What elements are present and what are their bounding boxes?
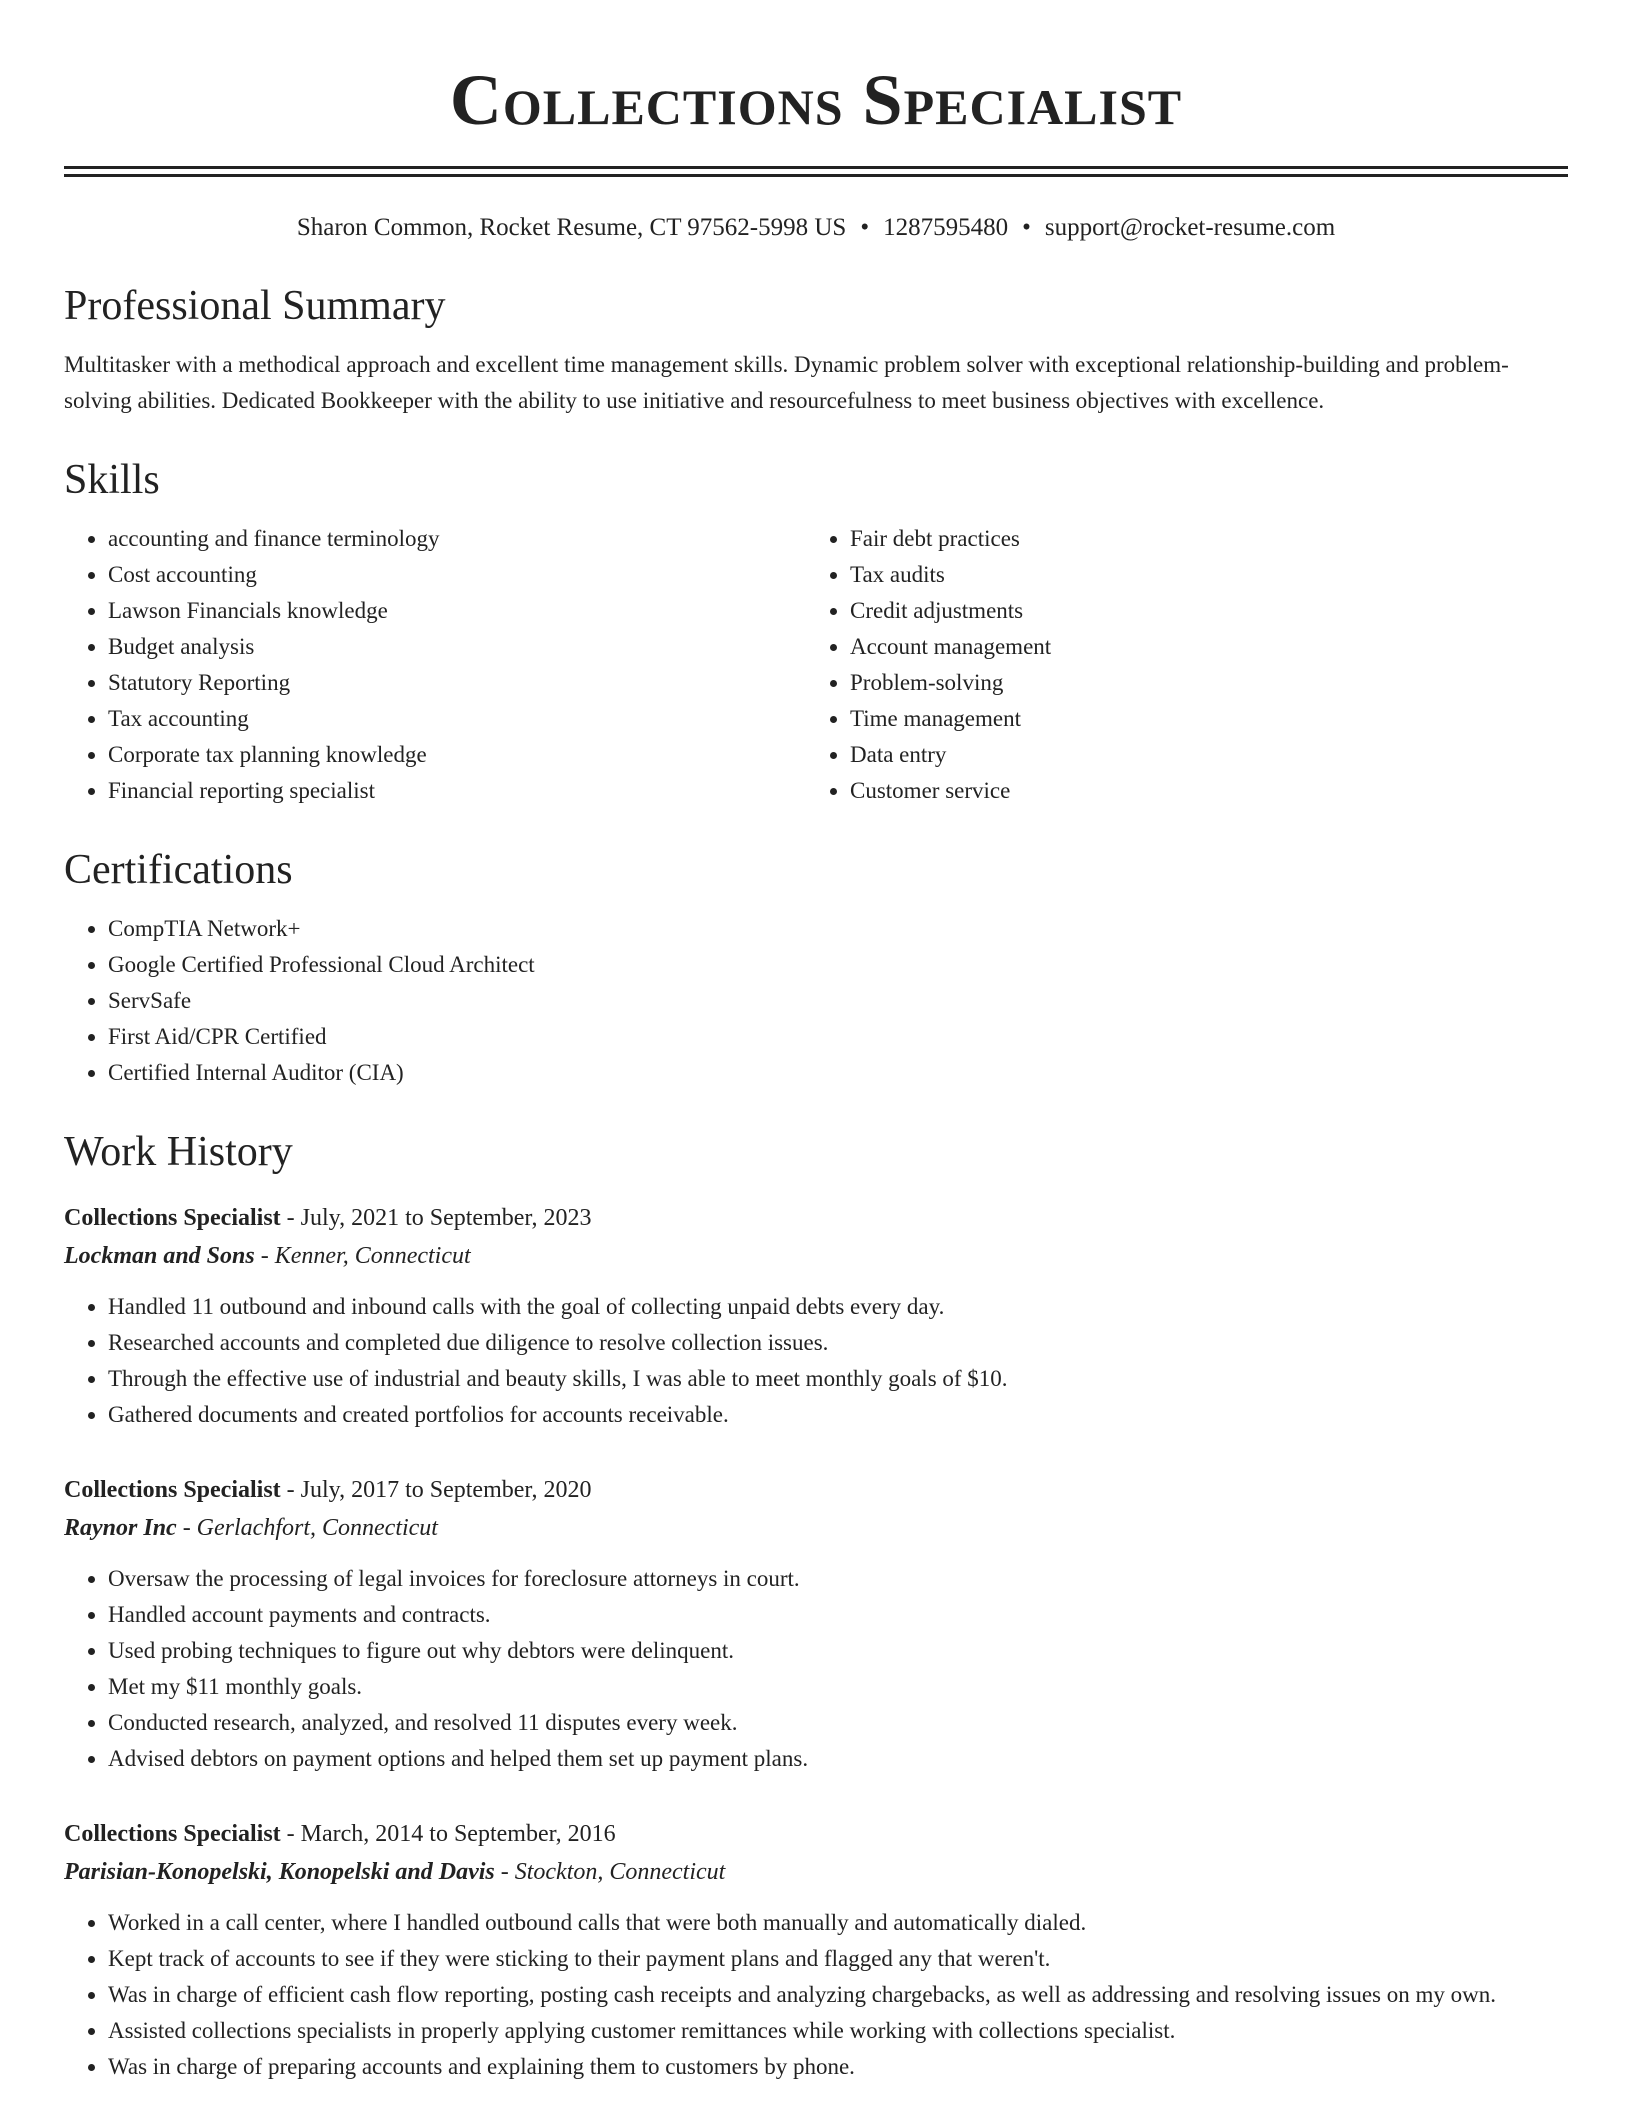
skill-item: • Statutory Reporting [108,665,806,701]
certification-item: • ServSafe [108,983,1568,1019]
skill-item: • Customer service [850,773,1548,809]
skill-item: • Credit adjustments [850,593,1548,629]
skill-item: • Tax accounting [108,701,806,737]
job-dates: - March, 2014 to September, 2016 [280,1821,616,1847]
summary-text: Multitasker with a methodical approach and excellent time management skills. Dynamic problem solver with exceptional relationship-building and problem-solving abilities. Dedicated Bookkeeper with the ability to use initiative and resourcefulness to meet business objectives with excellence. [64,352,1509,413]
skill-item: • accounting and finance terminology [108,521,806,557]
job-bullets [64,1289,1568,1433]
job-entry [64,1471,1568,1777]
skill-item: • Financial reporting specialist [108,773,806,809]
job-title-line [64,1471,1568,1509]
company-location: - Kenner, Connecticut [254,1243,471,1269]
skill-item: • Fair debt practices [850,521,1548,557]
section-heading-work-history: Work History [64,1129,293,1175]
skill-item: • Tax audits [850,557,1548,593]
job-bullet: • Was in charge of efficient cash flow reporting, posting cash receipts and analyzing chargebacks, as well as addressing and resolving issues on my own. [108,1977,1568,2013]
job-title-line [64,1815,1568,1853]
contact-phone: 1287595480 [883,214,1009,241]
company-line [64,1509,1568,1547]
job-title-line [64,1199,1568,1237]
job-title: Collections Specialist [64,1821,281,1847]
job-bullet: • Gathered documents and created portfolios for accounts receivable. [108,1397,1568,1433]
job-title: Collections Specialist [64,1205,281,1231]
job-dates: - July, 2017 to September, 2020 [280,1477,592,1503]
company-line [64,1853,1568,1891]
company-name: Parisian-Konopelski, Konopelski and Davis [64,1859,495,1885]
job-bullet: • Used probing techniques to figure out why debtors were delinquent. [108,1633,1568,1669]
certifications-list [64,911,1568,1091]
contact-address: Sharon Common, Rocket Resume, CT 97562-5998 US [296,214,847,241]
job-entry [64,1815,1568,2085]
job-bullets [64,1561,1568,1777]
job-bullet: • Worked in a call center, where I handled outbound calls that were both manually and automatically dialed. [108,1905,1568,1941]
company-location: - Gerlachfort, Connecticut [176,1515,438,1541]
skills-list-right [806,521,1548,809]
job-bullet: • Was in charge of preparing accounts and explaining them to customers by phone. [108,2049,1568,2085]
job-title: Collections Specialist [64,1477,281,1503]
skill-item: • Budget analysis [108,629,806,665]
job-bullet: • Advised debtors on payment options and helped them set up payment plans. [108,1741,1568,1777]
skill-item: • Account management [850,629,1548,665]
certification-item: • Certified Internal Auditor (CIA) [108,1055,1568,1091]
job-bullets [64,1905,1568,2085]
company-name: Lockman and Sons [64,1243,255,1269]
job-bullet: • Conducted research, analyzed, and resolved 11 disputes every week. [108,1705,1568,1741]
contact-line [64,211,1568,245]
certification-item: • Google Certified Professional Cloud Architect [108,947,1568,983]
resume-title: Collections Specialist [449,60,1183,140]
job-bullet: • Handled account payments and contracts. [108,1597,1568,1633]
job-bullet: • Handled 11 outbound and inbound calls with the goal of collecting unpaid debts every day. [108,1289,1568,1325]
job-bullet: • Through the effective use of industrial and beauty skills, I was able to meet monthly goals of $10. [108,1361,1568,1397]
certifications-section [64,843,1568,1091]
contact-email[interactable]: support@rocket-resume.com [1044,214,1336,241]
section-heading-certifications: Certifications [64,847,293,893]
certification-item: • First Aid/CPR Certified [108,1019,1568,1055]
skill-item: • Time management [850,701,1548,737]
resume-page [64,0,1568,2085]
skill-item: • Problem-solving [850,665,1548,701]
section-heading-skills: Skills [64,457,160,503]
skills-columns [64,521,1568,809]
skills-list-left [64,521,806,809]
company-line [64,1237,1568,1275]
title-divider-bottom [64,174,1568,177]
skill-item: • Data entry [850,737,1548,773]
skill-item: • Lawson Financials knowledge [108,593,806,629]
job-bullet: • Researched accounts and completed due diligence to resolve collection issues. [108,1325,1568,1361]
summary-section [64,279,1568,419]
job-entry [64,1199,1568,1433]
skill-item: • Corporate tax planning knowledge [108,737,806,773]
job-bullet: • Met my $11 monthly goals. [108,1669,1568,1705]
skill-item: • Cost accounting [108,557,806,593]
title-divider-top [64,166,1568,169]
job-bullet: • Oversaw the processing of legal invoices for foreclosure attorneys in court. [108,1561,1568,1597]
contact-separator: • [860,214,870,241]
job-dates: - July, 2021 to September, 2023 [280,1205,592,1231]
certification-item: • CompTIA Network+ [108,911,1568,947]
company-name: Raynor Inc [64,1515,177,1541]
section-heading-summary: Professional Summary [64,283,446,329]
contact-separator: • [1022,214,1031,241]
job-bullet: • Kept track of accounts to see if they were sticking to their payment plans and flagged any that weren't. [108,1941,1568,1977]
job-bullet: • Assisted collections specialists in properly applying customer remittances while working with collections specialist. [108,2013,1568,2049]
company-location: - Stockton, Connecticut [494,1859,726,1885]
skills-section [64,453,1568,809]
work-history-section [64,1125,1568,2085]
